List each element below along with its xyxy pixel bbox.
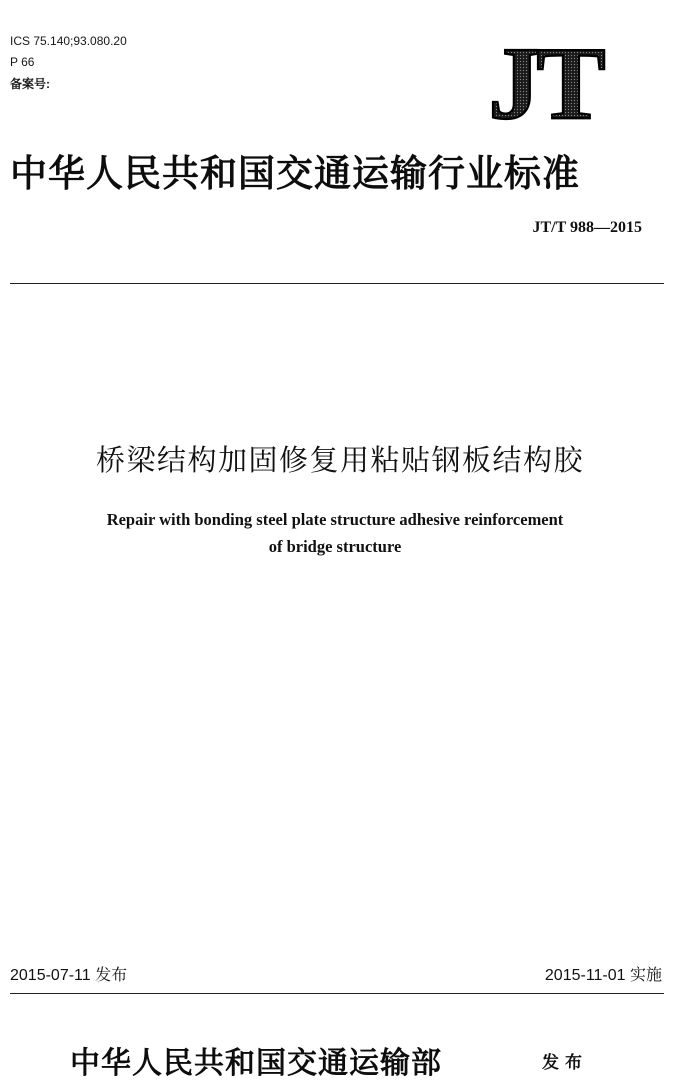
english-title-line-2: of bridge structure [268, 537, 402, 556]
publish-label: 发布 [542, 1053, 588, 1073]
issue-date: 2015-07-11 发布 [10, 967, 128, 984]
bottom-divider [10, 993, 664, 994]
english-title-line-1: Repair with bonding steel plate structure adhesive reinforcement [106, 510, 564, 529]
implementation-date: 2015-11-01 实施 [544, 967, 662, 984]
jt-logo [462, 42, 628, 122]
record-number-label: 备案号: [10, 77, 50, 91]
document-title-english [0, 506, 670, 560]
standard-code: JT/T 988—2015 [532, 219, 642, 236]
p-classification: P 66 [10, 55, 35, 69]
jt-logo-text: JT [488, 42, 602, 122]
top-divider [10, 283, 664, 284]
document-title-chinese: 桥梁结构加固修复用粘贴钢板结构胶 [95, 443, 584, 477]
industry-standard-title: 中华人民共和国交通运输行业标准 [10, 151, 580, 195]
publisher-name: 中华人民共和国交通运输部 [70, 1046, 442, 1081]
ics-code: ICS 75.140;93.080.20 [10, 34, 127, 48]
